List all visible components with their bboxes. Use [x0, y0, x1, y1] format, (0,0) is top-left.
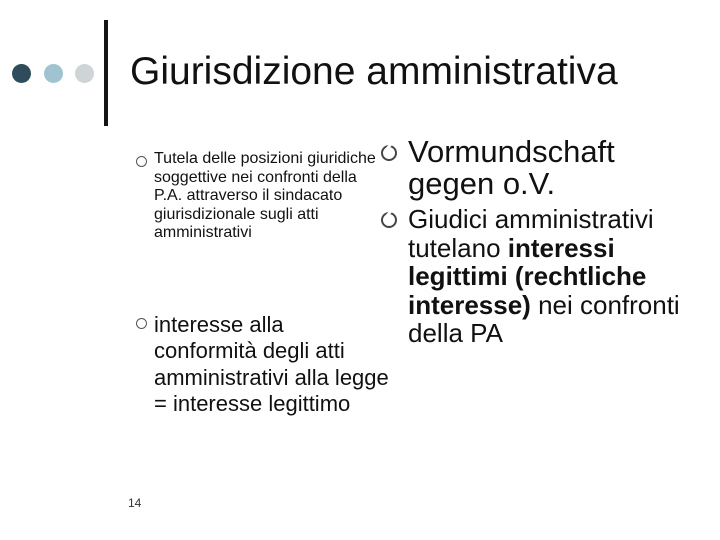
decor-dot-light: [75, 64, 94, 83]
decor-dot-dark: [12, 64, 31, 83]
right-item-1-line2: gegen o.V.: [408, 166, 556, 201]
page-number: 14: [128, 496, 142, 510]
left-item-2: interesse alla conformità degli atti amministrativi alla legge = interesse legittimo: [154, 312, 389, 416]
bullet-ring-icon: [381, 212, 397, 228]
title-divider-bar: [104, 20, 108, 126]
bullet-ring-icon: [136, 318, 147, 329]
left-item-1: Tutela delle posizioni giuridiche soggettive nei confronti della P.A. attraverso il sindacato giurisdizionale sugli atti amministrativi: [154, 150, 376, 241]
right-item-2-part1: Giudici amministrativi tutelano: [408, 204, 654, 263]
right-item-2: [408, 205, 718, 348]
right-item-1-line1: Vormundschaft: [408, 134, 615, 169]
right-item-2-bold: interessi legittimi (rechtliche interesse): [408, 232, 647, 320]
right-item-2-part2: nei confronti della PA: [408, 289, 680, 348]
slide-title: Giurisdizione amministrativa: [130, 50, 618, 93]
decor-dot-mid: [44, 64, 63, 83]
bullet-ring-icon: [381, 145, 397, 161]
right-item-1: [408, 136, 708, 200]
bullet-ring-icon: [136, 156, 147, 167]
